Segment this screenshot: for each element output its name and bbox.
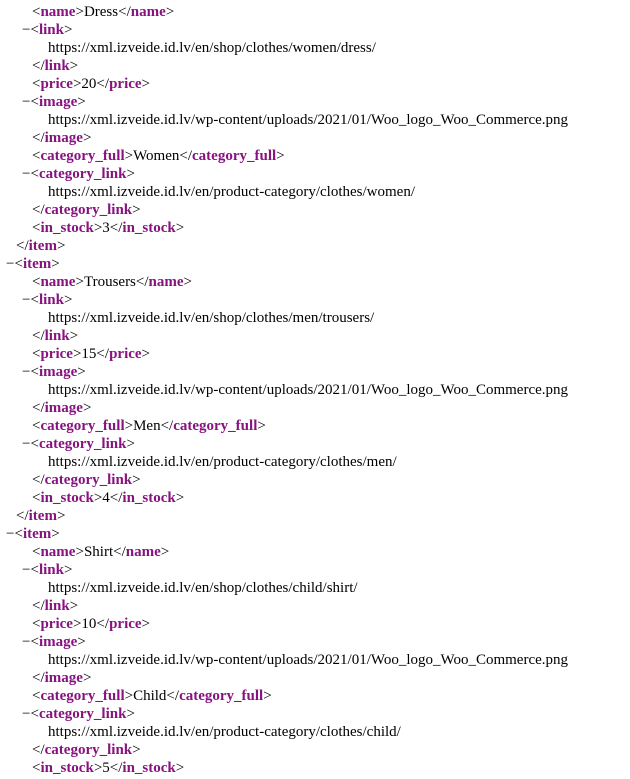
item-category-link-value: https://xml.izveide.id.lv/en/product-category/clothes/women/ [48,184,415,200]
item-link-value: https://xml.izveide.id.lv/en/shop/clothes/child/shirt/ [48,580,358,596]
tag-name: price [40,346,73,362]
xml-line-link-open: −<link> [22,22,73,38]
tag-name: category_full [179,688,264,704]
xml-line-in-stock: <in_stock>3</in_stock> [32,220,185,236]
tag-name: name [40,274,76,290]
xml-line-price: <price>20</price> [32,76,151,92]
tag-name: in_stock [40,760,94,776]
item-price-value: 10 [81,616,97,632]
item-name-value: Trousers [83,274,136,290]
xml-line-category-link-value [0,453,630,471]
tag-name: image [38,364,78,380]
tag-name: image [38,634,78,650]
collapse-toggle[interactable]: − [22,634,31,650]
xml-line-category-link-close: </category_link> [32,472,141,488]
collapse-toggle[interactable]: − [22,22,31,38]
xml-line-name: <name>Shirt</name> [32,544,170,560]
xml-line-category-link-close: </category_link> [32,202,141,218]
xml-line-link-open: −<link> [22,292,73,308]
tag-name: image [44,400,83,416]
tag-name: price [109,616,142,632]
item-in-stock-value: 4 [102,490,110,506]
item-category-full-value: Women [133,148,180,164]
xml-line-image-close: </image> [32,130,92,146]
xml-line-item-close: </item> [16,508,66,524]
tag-name: in_stock [122,490,176,506]
xml-line-image-close: </image> [32,400,92,416]
xml-line-category-link-close: </category_link> [32,742,141,758]
tag-name: price [40,76,73,92]
tag-name: category_full [40,418,125,434]
item-in-stock-value: 3 [102,220,110,236]
tag-name: name [130,4,166,20]
xml-line-category-link-value [0,183,630,201]
tag-name: name [125,544,161,560]
item-in-stock-value: 5 [102,760,110,776]
collapse-toggle[interactable]: − [22,436,31,452]
xml-tree-view [0,3,630,777]
item-image-value: https://xml.izveide.id.lv/wp-content/uploads/2021/01/Woo_logo_Woo_Commerce.png [48,652,569,668]
item-image-value: https://xml.izveide.id.lv/wp-content/uploads/2021/01/Woo_logo_Woo_Commerce.png [48,382,569,398]
xml-line-item-open: −<item> [6,256,60,272]
xml-line-link-open: −<link> [22,562,73,578]
tag-name: in_stock [122,760,176,776]
tag-name: price [109,346,142,362]
collapse-toggle[interactable]: − [22,94,31,110]
tag-name: in_stock [40,220,94,236]
tag-name: category_link [38,706,127,722]
item-link-value: https://xml.izveide.id.lv/en/shop/clothes/women/dress/ [48,40,376,56]
xml-line-category-full: <category_full>Child</category_full> [32,688,272,704]
item-category-full-value: Men [133,418,161,434]
item-name-value: Dress [83,4,119,20]
tag-name: category_link [44,202,133,218]
xml-line-item-close: </item> [16,238,66,254]
xml-line-category-link-open: −<category_link> [22,166,135,182]
xml-line-image-value [0,381,630,399]
tag-name: item [22,526,52,542]
xml-line-image-close: </image> [32,670,92,686]
tag-name: item [22,256,52,272]
xml-line-link-value [0,579,630,597]
tag-name: link [44,598,70,614]
tag-name: price [109,76,142,92]
xml-line-category-link-open: −<category_link> [22,706,135,722]
xml-line-name: <name>Dress</name> [32,4,175,20]
xml-line-link-value [0,309,630,327]
tag-name: name [40,4,76,20]
item-category-link-value: https://xml.izveide.id.lv/en/product-category/clothes/child/ [48,724,401,740]
collapse-toggle[interactable]: − [22,706,31,722]
item-category-full-value: Child [133,688,167,704]
collapse-toggle[interactable]: − [22,562,31,578]
xml-line-price: <price>10</price> [32,616,151,632]
xml-line-in-stock: <in_stock>4</in_stock> [32,490,185,506]
xml-line-category-link-value [0,723,630,741]
xml-line-category-link-open: −<category_link> [22,436,135,452]
tag-name: link [44,58,70,74]
tag-name: name [40,544,76,560]
tag-name: category_link [38,436,127,452]
xml-line-image-open: −<image> [22,364,86,380]
tag-name: in_stock [122,220,176,236]
collapse-toggle[interactable]: − [6,526,15,542]
tag-name: category_link [44,472,133,488]
tag-name: in_stock [40,490,94,506]
collapse-toggle[interactable]: − [22,166,31,182]
tag-name: name [148,274,184,290]
xml-line-link-value [0,39,630,57]
tag-name: price [40,616,73,632]
item-price-value: 15 [81,346,97,362]
xml-line-image-open: −<image> [22,634,86,650]
tag-name: image [44,130,83,146]
collapse-toggle[interactable]: − [22,292,31,308]
xml-line-image-open: −<image> [22,94,86,110]
tag-name: category_full [40,148,125,164]
xml-line-image-value [0,651,630,669]
tag-name: category_link [44,742,133,758]
tag-name: category_full [40,688,125,704]
xml-line-link-close: </link> [32,58,79,74]
item-link-value: https://xml.izveide.id.lv/en/shop/clothes/men/trousers/ [48,310,375,326]
tag-name: link [38,562,64,578]
tag-name: category_link [38,166,127,182]
xml-line-link-close: </link> [32,598,79,614]
item-price-value: 20 [81,76,97,92]
collapse-toggle[interactable]: − [6,256,15,272]
xml-line-in-stock: <in_stock>5</in_stock> [32,760,185,776]
item-name-value: Shirt [83,544,114,560]
collapse-toggle[interactable]: − [22,364,31,380]
xml-line-item-open: −<item> [6,526,60,542]
xml-line-price: <price>15</price> [32,346,151,362]
item-image-value: https://xml.izveide.id.lv/wp-content/uploads/2021/01/Woo_logo_Woo_Commerce.png [48,112,569,128]
xml-line-category-full: <category_full>Women</category_full> [32,148,285,164]
tag-name: category_full [192,148,277,164]
tag-name: image [44,670,83,686]
item-category-link-value: https://xml.izveide.id.lv/en/product-category/clothes/men/ [48,454,397,470]
xml-line-link-close: </link> [32,328,79,344]
tag-name: category_full [173,418,258,434]
tag-name: link [38,292,64,308]
tag-name: image [38,94,78,110]
xml-line-image-value [0,111,630,129]
tag-name: link [44,328,70,344]
tag-name: item [28,238,57,254]
tag-name: item [28,508,57,524]
xml-line-category-full: <category_full>Men</category_full> [32,418,266,434]
xml-line-name: <name>Trousers</name> [32,274,193,290]
tag-name: link [38,22,64,38]
